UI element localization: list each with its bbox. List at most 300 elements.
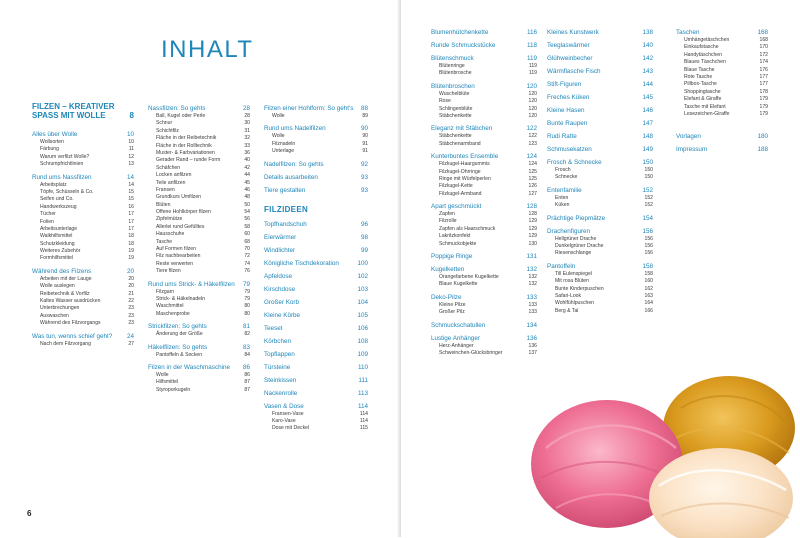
toc-subentry[interactable] <box>676 111 768 118</box>
toc-subentry[interactable] <box>148 387 250 394</box>
toc-subentry[interactable] <box>148 135 250 142</box>
entry-title: Häkelfilzen: So gehts <box>148 343 208 351</box>
toc-entry[interactable] <box>264 337 368 346</box>
toc-subentry[interactable] <box>431 218 537 225</box>
toc-entry[interactable] <box>547 80 653 89</box>
entry-title: Blaues Täschchen <box>684 59 726 66</box>
section-heading: FILZIDEEN <box>264 204 309 214</box>
toc-entry[interactable] <box>264 298 368 307</box>
toc-subentry[interactable] <box>32 161 134 168</box>
entry-page-number: 120 <box>528 112 537 119</box>
entry-title: Taschen <box>676 29 700 36</box>
toc-subentry[interactable] <box>148 202 250 209</box>
entry-page-number: 164 <box>644 300 653 307</box>
entry-title: Rund ums Nadelfilzen <box>264 125 326 133</box>
left-page <box>0 0 399 537</box>
entry-title: Karo-Vase <box>272 417 296 424</box>
toc-subentry[interactable] <box>32 241 134 248</box>
toc-subentry[interactable] <box>148 216 250 223</box>
toc-subentry[interactable] <box>148 231 250 238</box>
toc-subentry[interactable] <box>32 305 134 312</box>
toc-subentry[interactable] <box>431 98 537 105</box>
entry-page-number: 120 <box>528 98 537 105</box>
toc-subentry[interactable] <box>547 236 653 243</box>
entry-page-number: 130 <box>528 240 537 247</box>
entry-page-number: 172 <box>759 51 768 58</box>
toc-subentry[interactable] <box>676 44 768 51</box>
entry-page-number: 156 <box>644 250 653 257</box>
entry-page-number: 90 <box>362 133 368 140</box>
entry-title: Gerader Rand – runde Form <box>156 157 221 164</box>
toc-subentry[interactable] <box>148 331 250 338</box>
toc-subentry[interactable] <box>264 418 368 425</box>
entry-title: Tiere gestalten <box>264 186 306 194</box>
toc-entry[interactable] <box>547 214 653 223</box>
entry-page-number: 23 <box>128 320 134 327</box>
toc-subentry[interactable] <box>148 143 250 150</box>
toc-subentry[interactable] <box>148 296 250 303</box>
entry-title: Pantoffeln & Socken <box>156 351 203 358</box>
toc-subentry[interactable] <box>547 293 653 300</box>
entry-page-number: 152 <box>642 186 653 194</box>
entry-page-number: 86 <box>242 363 250 371</box>
toc-entry[interactable] <box>264 311 368 320</box>
entry-title: Filzgarn <box>156 288 175 295</box>
toc-entry[interactable] <box>547 132 653 141</box>
toc-subentry[interactable] <box>431 113 537 120</box>
entry-page-number: 44 <box>244 172 250 179</box>
toc-subentry[interactable] <box>148 157 250 164</box>
entry-page-number: 82 <box>244 331 250 338</box>
entry-title: Safari-Look <box>555 292 582 299</box>
toc-subentry[interactable] <box>676 81 768 88</box>
toc-subentry[interactable] <box>547 308 653 315</box>
entry-title: Fransen <box>156 186 175 193</box>
toc-subentry[interactable] <box>32 196 134 203</box>
toc-subentry[interactable] <box>431 70 537 77</box>
toc-entry[interactable] <box>32 130 134 139</box>
toc-entry[interactable] <box>547 93 653 102</box>
toc-subentry[interactable] <box>148 379 250 386</box>
entry-title: Steinkissen <box>264 376 297 384</box>
toc-subentry[interactable] <box>431 281 537 288</box>
entry-page-number: 140 <box>642 42 653 49</box>
entry-title: Zapfen als Haarschmuck <box>439 225 496 232</box>
toc-subentry[interactable] <box>676 52 768 59</box>
entry-title: Tasche <box>156 238 173 245</box>
toc-subentry[interactable] <box>431 191 537 198</box>
toc-subentry[interactable] <box>148 239 250 246</box>
entry-page-number: 123 <box>528 140 537 147</box>
toc-subentry[interactable] <box>431 274 537 281</box>
toc-entry[interactable] <box>264 285 368 294</box>
toc-subentry[interactable] <box>148 194 250 201</box>
right-page <box>401 0 800 537</box>
toc-subentry[interactable] <box>431 211 537 218</box>
toc-entry[interactable] <box>547 67 653 76</box>
entry-title: Schweinchen-Glücksbringer <box>439 349 503 356</box>
entry-title: Strickfilzen: So gehts <box>148 323 207 331</box>
entry-title: Offene Hohlkörper filzen <box>156 209 211 216</box>
toc-subentry[interactable] <box>148 261 250 268</box>
entry-title: Schnecke <box>555 174 578 181</box>
entry-title: Pillbox-Tasche <box>684 81 717 88</box>
toc-entry[interactable] <box>264 324 368 333</box>
toc-subentry[interactable] <box>431 309 537 316</box>
entry-page-number: 88 <box>360 105 368 112</box>
toc-entry[interactable] <box>431 152 537 161</box>
entry-title: Locken anfilzen <box>156 172 192 179</box>
entry-title: Bunte Raupen <box>547 120 588 127</box>
toc-subentry[interactable] <box>264 113 368 120</box>
entry-page-number: 10 <box>126 131 134 138</box>
toc-entry[interactable] <box>676 28 768 37</box>
toc-subentry[interactable] <box>32 146 134 153</box>
toc-entry[interactable] <box>32 267 134 276</box>
entry-page-number: 14 <box>126 173 134 181</box>
toc-entry[interactable] <box>148 322 250 331</box>
entry-page-number: 177 <box>759 73 768 80</box>
entry-page-number: 166 <box>644 307 653 314</box>
toc-subentry[interactable] <box>32 248 134 255</box>
toc-entry[interactable] <box>431 265 537 274</box>
toc-subentry[interactable] <box>431 63 537 70</box>
entry-page-number: 20 <box>128 283 134 290</box>
toc-subentry[interactable] <box>148 150 250 157</box>
toc-subentry[interactable] <box>148 372 250 379</box>
toc-entry[interactable] <box>264 350 368 359</box>
toc-entry[interactable] <box>264 376 368 385</box>
entry-page-number: 179 <box>759 110 768 117</box>
toc-entry[interactable] <box>431 82 537 91</box>
toc-entry[interactable] <box>431 334 537 343</box>
toc-subentry[interactable] <box>148 187 250 194</box>
toc-subentry[interactable] <box>264 411 368 418</box>
toc-subentry[interactable] <box>431 343 537 350</box>
toc-subentry[interactable] <box>148 128 250 135</box>
toc-entry[interactable] <box>264 186 368 195</box>
toc-subentry[interactable] <box>148 352 250 359</box>
toc-subentry[interactable] <box>148 303 250 310</box>
entry-page-number: 103 <box>357 285 368 293</box>
entry-title: Teeset <box>264 324 283 332</box>
toc-subentry[interactable] <box>431 183 537 190</box>
toc-subentry[interactable] <box>32 276 134 283</box>
entry-title: Freches Küken <box>547 94 590 101</box>
toc-subentry[interactable] <box>148 268 250 275</box>
toc-entry[interactable] <box>264 402 368 411</box>
toc-entry[interactable] <box>264 104 368 113</box>
toc-subentry[interactable] <box>32 283 134 290</box>
toc-entry[interactable] <box>264 363 368 372</box>
toc-subentry[interactable] <box>264 133 368 140</box>
entry-title: Kirschdose <box>264 285 296 293</box>
entry-page-number: 87 <box>244 379 250 386</box>
toc-subentry[interactable] <box>547 174 653 181</box>
entry-page-number: 84 <box>244 351 250 358</box>
toc-subentry[interactable] <box>431 241 537 248</box>
toc-subentry[interactable] <box>32 298 134 305</box>
entry-title: Was tun, wenns schief geht? <box>32 332 113 340</box>
entry-page-number: 106 <box>357 324 368 332</box>
toc-entry[interactable] <box>264 124 368 133</box>
entry-title: Kleines Kunstwerk <box>547 29 599 36</box>
toc-subentry[interactable] <box>32 226 134 233</box>
entry-page-number: 50 <box>244 201 250 208</box>
entry-page-number: 48 <box>244 194 250 201</box>
entry-title: Rudi Ratte <box>547 133 577 140</box>
toc-entry[interactable] <box>148 363 250 372</box>
toc-entry[interactable] <box>32 173 134 182</box>
entry-title: Riesenschlange <box>555 250 592 257</box>
entry-page-number: 129 <box>528 218 537 225</box>
toc-subentry[interactable] <box>676 96 768 103</box>
entry-title: Waschmittel <box>156 303 184 310</box>
entry-title: Reste verwerten <box>156 260 194 267</box>
entry-page-number: 56 <box>244 216 250 223</box>
toc-subentry[interactable] <box>431 133 537 140</box>
entry-title: Arbeitsplatz <box>40 181 67 188</box>
toc-subentry[interactable] <box>32 182 134 189</box>
toc-subentry[interactable] <box>431 176 537 183</box>
entry-page-number: 90 <box>360 125 368 133</box>
toc-subentry[interactable] <box>431 169 537 176</box>
entry-title: Eierwärmer <box>264 233 297 241</box>
toc-subentry[interactable] <box>148 246 250 253</box>
toc-entry[interactable] <box>431 202 537 211</box>
entry-page-number: 125 <box>528 168 537 175</box>
entry-page-number: 74 <box>244 260 250 267</box>
toc-subentry[interactable] <box>431 226 537 233</box>
toc-subentry[interactable] <box>264 425 368 432</box>
toc-subentry[interactable] <box>32 341 134 348</box>
entry-page-number: 188 <box>757 146 768 154</box>
entry-page-number: 136 <box>526 334 537 342</box>
toc-subentry[interactable] <box>431 302 537 309</box>
entry-page-number: 177 <box>759 81 768 88</box>
toc-entry[interactable] <box>547 145 653 154</box>
toc-entry[interactable] <box>431 321 537 330</box>
entry-title: Blumenhütchenkette <box>431 29 489 36</box>
toc-subentry[interactable] <box>431 106 537 113</box>
toc-subentry[interactable] <box>148 289 250 296</box>
toc-subentry[interactable] <box>431 141 537 148</box>
toc-entry[interactable] <box>547 28 653 37</box>
toc-subentry[interactable] <box>547 286 653 293</box>
entry-title: Hellgrüner Drache <box>555 235 597 242</box>
toc-entry[interactable] <box>547 227 653 236</box>
toc-entry[interactable] <box>264 272 368 281</box>
toc-subentry[interactable] <box>32 219 134 226</box>
entry-title: Handytäschchen <box>684 51 722 58</box>
entry-page-number: 72 <box>244 253 250 260</box>
entry-title: Apart geschmückt <box>431 203 482 211</box>
entry-page-number: 109 <box>357 350 368 358</box>
toc-entry[interactable] <box>431 124 537 133</box>
entry-title: Schmuckobjekte <box>439 240 477 247</box>
entry-page-number: 36 <box>244 149 250 156</box>
toc-subentry[interactable] <box>547 278 653 285</box>
toc-subentry[interactable] <box>32 255 134 262</box>
toc-entry[interactable] <box>264 233 368 242</box>
entry-title: Arbeitsunterlage <box>40 225 78 232</box>
toc-subentry[interactable] <box>676 67 768 74</box>
entry-title: Eleganz mit Stäbchen <box>431 125 493 133</box>
toc-subentry[interactable] <box>547 243 653 250</box>
entry-page-number: 174 <box>759 59 768 66</box>
entry-page-number: 70 <box>244 246 250 253</box>
toc-subentry[interactable] <box>431 91 537 98</box>
toc-entry[interactable] <box>264 160 368 169</box>
entry-title: Mit rosa Blüten <box>555 278 589 285</box>
entry-title: Alles über Wolle <box>32 131 78 138</box>
toc-subentry[interactable] <box>32 211 134 218</box>
toc-entry[interactable] <box>676 145 768 154</box>
entry-title: Rose <box>439 98 451 105</box>
toc-entry[interactable] <box>148 280 250 289</box>
entry-page-number: 104 <box>357 298 368 306</box>
toc-subentry[interactable] <box>148 180 250 187</box>
toc-subentry[interactable] <box>264 141 368 148</box>
toc-subentry[interactable] <box>676 59 768 66</box>
toc-subentry[interactable] <box>547 202 653 209</box>
toc-entry[interactable] <box>431 41 537 50</box>
entry-page-number: 126 <box>528 183 537 190</box>
entry-page-number: 68 <box>244 238 250 245</box>
toc-entry[interactable] <box>148 104 250 113</box>
toc-subentry[interactable] <box>148 172 250 179</box>
entry-page-number: 58 <box>244 223 250 230</box>
toc-entry[interactable] <box>32 102 134 120</box>
entry-page-number: 93 <box>360 173 368 181</box>
entry-page-number: 17 <box>128 211 134 218</box>
entry-title: Filzrolle <box>439 218 457 225</box>
entry-title: Nassfilzen: So gehts <box>148 105 206 112</box>
toc-entry[interactable] <box>148 343 250 352</box>
toc-entry[interactable] <box>547 106 653 115</box>
entry-title: Entenfamilie <box>547 186 582 194</box>
toc-entry[interactable] <box>676 132 768 141</box>
toc-subentry[interactable] <box>32 154 134 161</box>
toc-entry[interactable] <box>547 54 653 63</box>
entry-page-number: 87 <box>244 386 250 393</box>
entry-title: Windlichter <box>264 246 296 254</box>
toc-subentry[interactable] <box>32 320 134 327</box>
entry-title: Teeglaswärmer <box>547 42 590 49</box>
toc-subentry[interactable] <box>676 104 768 111</box>
entry-page-number: 158 <box>642 262 653 270</box>
entry-page-number: 132 <box>528 274 537 281</box>
toc-entry[interactable] <box>431 293 537 302</box>
entry-title: Hausschuhe <box>156 231 185 238</box>
toc-subentry[interactable] <box>148 209 250 216</box>
toc-entry[interactable] <box>264 259 368 268</box>
toc-subentry[interactable] <box>148 311 250 318</box>
entry-page-number: 119 <box>528 70 537 77</box>
toc-entry[interactable] <box>547 41 653 50</box>
toc-subentry[interactable] <box>148 165 250 172</box>
toc-subentry[interactable] <box>676 74 768 81</box>
toc-entry[interactable] <box>547 119 653 128</box>
toc-entry[interactable] <box>431 252 537 261</box>
entry-title: Drachenfiguren <box>547 227 591 235</box>
toc-subentry[interactable] <box>547 271 653 278</box>
toc-subentry[interactable] <box>547 167 653 174</box>
toc-subentry[interactable] <box>32 139 134 146</box>
entry-page-number: 134 <box>526 321 537 329</box>
entry-title: Rote Tasche <box>684 73 713 80</box>
entry-page-number: 20 <box>126 267 134 275</box>
toc-subentry[interactable] <box>32 291 134 298</box>
entry-title: Großer Pilz <box>439 309 465 316</box>
entry-page-number: 19 <box>128 255 134 262</box>
entry-page-number: 17 <box>128 218 134 225</box>
entry-title: Färbung <box>40 146 59 153</box>
toc-subentry[interactable] <box>32 204 134 211</box>
toc-entry[interactable] <box>264 220 368 229</box>
entry-title: Kleine Hasen <box>547 107 585 114</box>
toc-subentry[interactable] <box>32 189 134 196</box>
entry-title: Seifen und Co. <box>40 196 74 203</box>
toc-subentry[interactable] <box>148 224 250 231</box>
toc-subentry[interactable] <box>431 350 537 357</box>
entry-title: Wolle <box>272 113 285 119</box>
toc-subentry[interactable] <box>547 195 653 202</box>
toc-subentry[interactable] <box>431 233 537 240</box>
toc-entry[interactable] <box>264 173 368 182</box>
toc-subentry[interactable] <box>148 113 250 120</box>
entry-page-number: 138 <box>642 29 653 36</box>
toc-subentry[interactable] <box>32 313 134 320</box>
toc-column-6 <box>676 28 768 154</box>
toc-subentry[interactable] <box>431 161 537 168</box>
entry-page-number: 24 <box>126 332 134 340</box>
entry-page-number: 148 <box>642 133 653 140</box>
toc-entry[interactable] <box>547 158 653 167</box>
toc-entry[interactable] <box>547 262 653 271</box>
toc-subentry[interactable] <box>148 253 250 260</box>
entry-title: Blütenbroschen <box>431 82 475 90</box>
toc-subentry[interactable] <box>547 250 653 257</box>
entry-title: Runde Schmuckstücke <box>431 42 496 49</box>
entry-title: Schichtfilz <box>156 127 179 134</box>
toc-entry[interactable] <box>431 28 537 37</box>
entry-title: Rund ums Strick- & Häkelfilzen <box>148 280 235 288</box>
entry-title: Auswaschen <box>40 312 69 319</box>
entry-page-number: 23 <box>128 305 134 312</box>
entry-title: Unterlage <box>272 148 295 155</box>
toc-subentry[interactable] <box>676 37 768 44</box>
entry-page-number: 33 <box>244 142 250 149</box>
toc-entry[interactable] <box>547 186 653 195</box>
toc-entry[interactable] <box>264 389 368 398</box>
toc-subentry[interactable] <box>148 120 250 127</box>
entry-title: Prächtige Piepmätze <box>547 214 606 222</box>
entry-page-number: 60 <box>244 231 250 238</box>
toc-entry[interactable] <box>431 54 537 63</box>
entry-page-number: 149 <box>642 146 653 153</box>
toc-entry[interactable] <box>264 246 368 255</box>
toc-subentry[interactable] <box>676 89 768 96</box>
toc-entry[interactable] <box>32 332 134 341</box>
toc-subentry[interactable] <box>32 233 134 240</box>
toc-subentry[interactable] <box>547 300 653 307</box>
entry-page-number: 160 <box>644 278 653 285</box>
toc-subentry[interactable] <box>264 148 368 155</box>
entry-title: Kugelketten <box>431 266 465 274</box>
entry-title: Wolle auslegen <box>40 283 75 290</box>
toc-column-4 <box>431 28 537 357</box>
